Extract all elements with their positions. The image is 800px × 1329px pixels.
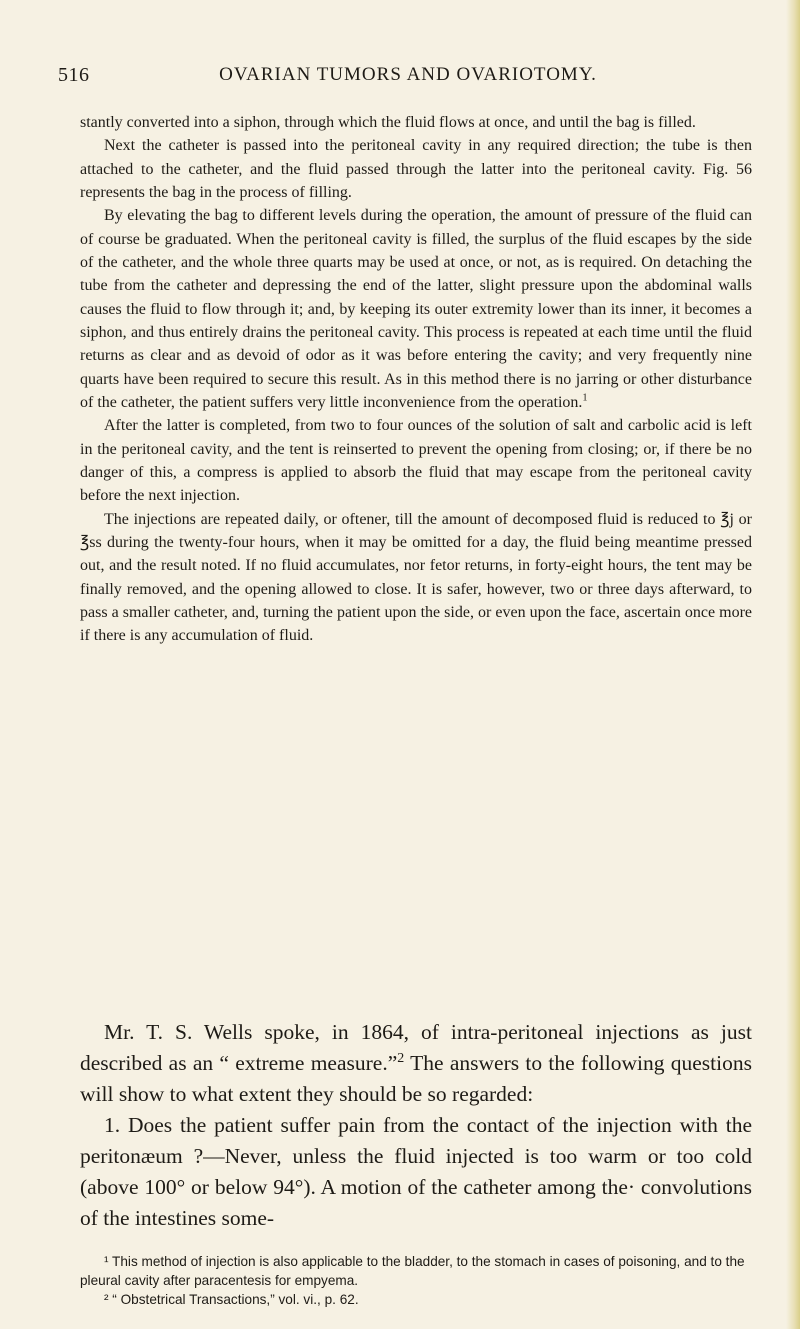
footnotes [80, 1252, 752, 1309]
paragraph-text: By elevating the bag to different levels during the operation, the amount of pressure of the fluid can of course be graduated. When the peritoneal cavity is filled, the surplus of the fluid escapes by the side of the catheter, and the whole three quarts may be used at once, or not, as is required. On detaching the tube from the catheter and depressing the end of the latter, slight pressure upon the abdominal walls causes the fluid to flow through it; and, by keeping its outer extremity lower than its inner, it becomes a siphon, and thus entirely drains the peritoneal cavity. This process is repeated at each time until the fluid returns as clear and as devoid of odor as it was before entering the cavity; and very frequently nine quarts have been required to secure this result. As in this method there is no jarring or other disturbance of the catheter, the patient suffers very little inconvenience from the operation. [80, 207, 752, 411]
paragraph-text: Mr. T. S. Wells spoke, in 1864, of intra-peritoneal injections as just described as an “ extreme measure.” [80, 1020, 752, 1075]
large-type-text [80, 1017, 752, 1234]
footnote: ² “ Obstetrical Transactions,” vol. vi., p. 62. [104, 1292, 359, 1307]
running-title: OVARIAN TUMORS AND OVARIOTOMY. [219, 64, 597, 85]
footnote-ref: 2 [397, 1050, 405, 1066]
page-edge [786, 0, 800, 1329]
footnote-ref: 1 [582, 392, 588, 404]
page-header [58, 64, 758, 90]
paragraph: Next the catheter is passed into the peritoneal cavity in any required direction; the tube is then attached to the catheter, and the fluid passed through the latter into the peritoneal cavity. Fig. 56 represents the bag in the process of filling. [80, 137, 752, 201]
paragraph: The injections are repeated daily, or oftener, till the amount of decomposed fluid is reduced to ℥j or ℥ss during the twenty-four hours, when it may be omitted for a day, the fluid being meantime pressed out, and the result noted. If no fluid accumulates, nor fetor returns, in forty-eight hours, the tent may be finally removed, and the opening allowed to close. It is safer, however, two or three days afterward, to pass a smaller catheter, and, turning the patient upon the side, or even upon the face, ascertain once more if there is any accumulation of fluid. [80, 510, 752, 645]
paragraph-text: The answers to the following questions will show to what extent they should be so regarded: [80, 1051, 752, 1106]
paragraph [80, 204, 752, 414]
paragraph: After the latter is completed, from two to four ounces of the solution of salt and carbolic acid is left in the peritoneal cavity, and the tent is reinserted to prevent the opening from closing; or, if there be no danger of this, a compress is applied to absorb the fluid that may escape from the peritoneal cavity before the next injection. [80, 417, 752, 505]
paragraph: stantly converted into a siphon, through which the fluid flows at once, and until the bag is filled. [80, 114, 696, 131]
footnote: ¹ This method of injection is also applicable to the bladder, to the stomach in cases of poisoning, and to the pleural cavity after paracentesis for empyema. [80, 1254, 745, 1288]
paragraph [80, 1017, 752, 1110]
page-number: 516 [58, 64, 90, 86]
paragraph: 1. Does the patient suffer pain from the contact of the injection with the peritonæum ?—Never, unless the fluid injected is too warm or too cold (above 100° or below 94°). A motion of the catheter among the· convolutions of the intestines some- [80, 1113, 752, 1230]
main-text [80, 111, 752, 648]
